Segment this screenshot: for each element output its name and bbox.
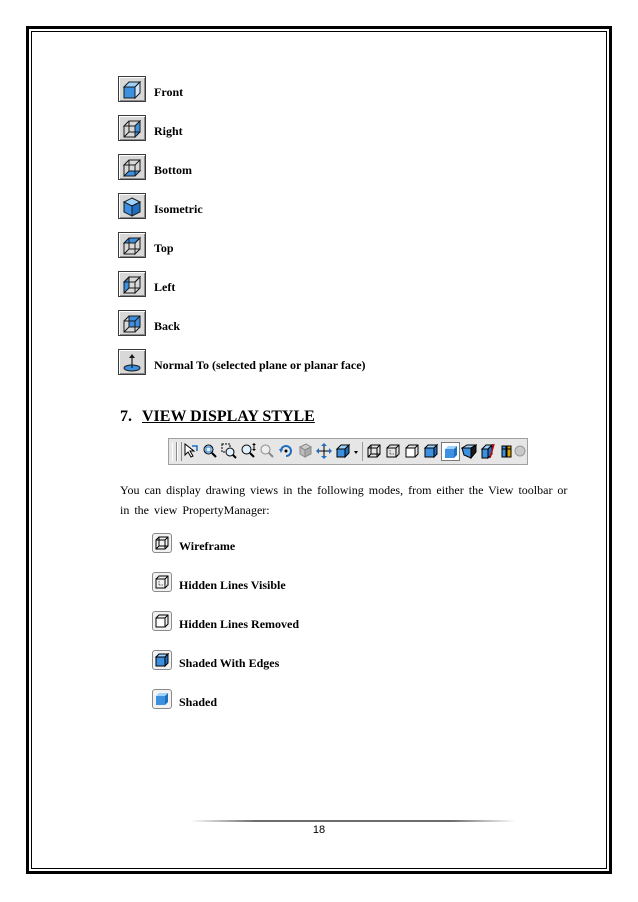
view-orientation-dropdown[interactable] bbox=[352, 442, 360, 461]
view-item-bottom bbox=[118, 154, 478, 182]
select-icon[interactable] bbox=[182, 442, 201, 461]
view-item-right bbox=[118, 115, 478, 143]
zoom-to-selection-icon[interactable] bbox=[258, 442, 277, 461]
display-mode-label: Hidden Lines Removed bbox=[179, 617, 300, 631]
intro-paragraph-line-2: in the view PropertyManager: bbox=[120, 503, 270, 517]
shaded-with-edges-icon[interactable] bbox=[422, 442, 441, 461]
back-view-icon bbox=[118, 310, 146, 336]
zoom-to-area-icon[interactable] bbox=[220, 442, 239, 461]
perspective-icon[interactable] bbox=[460, 442, 479, 461]
view-label: Normal To (selected plane or planar face) bbox=[154, 358, 366, 372]
lighting-icon[interactable] bbox=[511, 442, 530, 461]
display-mode-wireframe bbox=[152, 533, 452, 557]
display-mode-label: Shaded With Edges bbox=[179, 656, 280, 670]
shaded-icon bbox=[152, 689, 172, 709]
display-mode-label: Hidden Lines Visible bbox=[179, 578, 286, 592]
view-label: Top bbox=[154, 241, 174, 255]
bottom-view-icon bbox=[118, 154, 146, 180]
display-mode-label: Wireframe bbox=[179, 539, 236, 553]
display-mode-hidden-lines-visible bbox=[152, 572, 452, 596]
view-label: Back bbox=[154, 319, 181, 333]
hidden-lines-removed-icon bbox=[152, 611, 172, 631]
section-view-icon[interactable] bbox=[479, 442, 498, 461]
normal-to-icon bbox=[118, 349, 146, 375]
view-orientation-icon[interactable] bbox=[334, 442, 353, 461]
view-item-isometric bbox=[118, 193, 478, 221]
rotate-view-icon[interactable] bbox=[277, 442, 296, 461]
shaded-icon[interactable] bbox=[441, 442, 460, 461]
view-label: Front bbox=[154, 85, 184, 99]
section-heading bbox=[120, 408, 315, 426]
hidden-lines-visible-icon bbox=[152, 572, 172, 592]
3d-drawing-view-icon[interactable] bbox=[296, 442, 315, 461]
right-view-icon bbox=[118, 115, 146, 141]
view-label: Left bbox=[154, 280, 176, 294]
zoom-to-fit-icon[interactable] bbox=[201, 442, 220, 461]
isometric-view-icon bbox=[118, 193, 146, 219]
display-mode-hidden-lines-removed bbox=[152, 611, 452, 635]
hidden-lines-visible-icon[interactable] bbox=[384, 442, 403, 461]
section-title: VIEW DISPLAY STYLE bbox=[142, 408, 315, 425]
top-view-icon bbox=[118, 232, 146, 258]
wireframe-icon bbox=[152, 533, 172, 553]
view-item-left bbox=[118, 271, 478, 299]
view-label: Right bbox=[154, 124, 183, 138]
display-mode-label: Shaded bbox=[179, 695, 218, 709]
hidden-lines-removed-icon[interactable] bbox=[403, 442, 422, 461]
view-label: Bottom bbox=[154, 163, 192, 177]
view-item-front bbox=[118, 76, 478, 104]
footer-divider bbox=[190, 820, 516, 822]
front-view-icon bbox=[118, 76, 146, 102]
zoom-in-out-icon[interactable] bbox=[239, 442, 258, 461]
page-number: 18 bbox=[312, 824, 326, 836]
section-number: 7. bbox=[120, 408, 132, 425]
pan-icon[interactable] bbox=[315, 442, 334, 461]
intro-paragraph-line-1: You can display drawing views in the following modes, from either the View toolbar or bbox=[120, 483, 568, 497]
view-label: Isometric bbox=[154, 202, 203, 216]
display-mode-shaded bbox=[152, 689, 452, 713]
view-item-top bbox=[118, 232, 478, 260]
left-view-icon bbox=[118, 271, 146, 297]
shaded-with-edges-icon bbox=[152, 650, 172, 670]
view-toolbar bbox=[168, 438, 528, 465]
toolbar-separator bbox=[362, 442, 363, 461]
view-item-back bbox=[118, 310, 478, 338]
display-mode-shaded-with-edges bbox=[152, 650, 452, 674]
wireframe-icon[interactable] bbox=[365, 442, 384, 461]
view-item-normal-to bbox=[118, 349, 478, 377]
